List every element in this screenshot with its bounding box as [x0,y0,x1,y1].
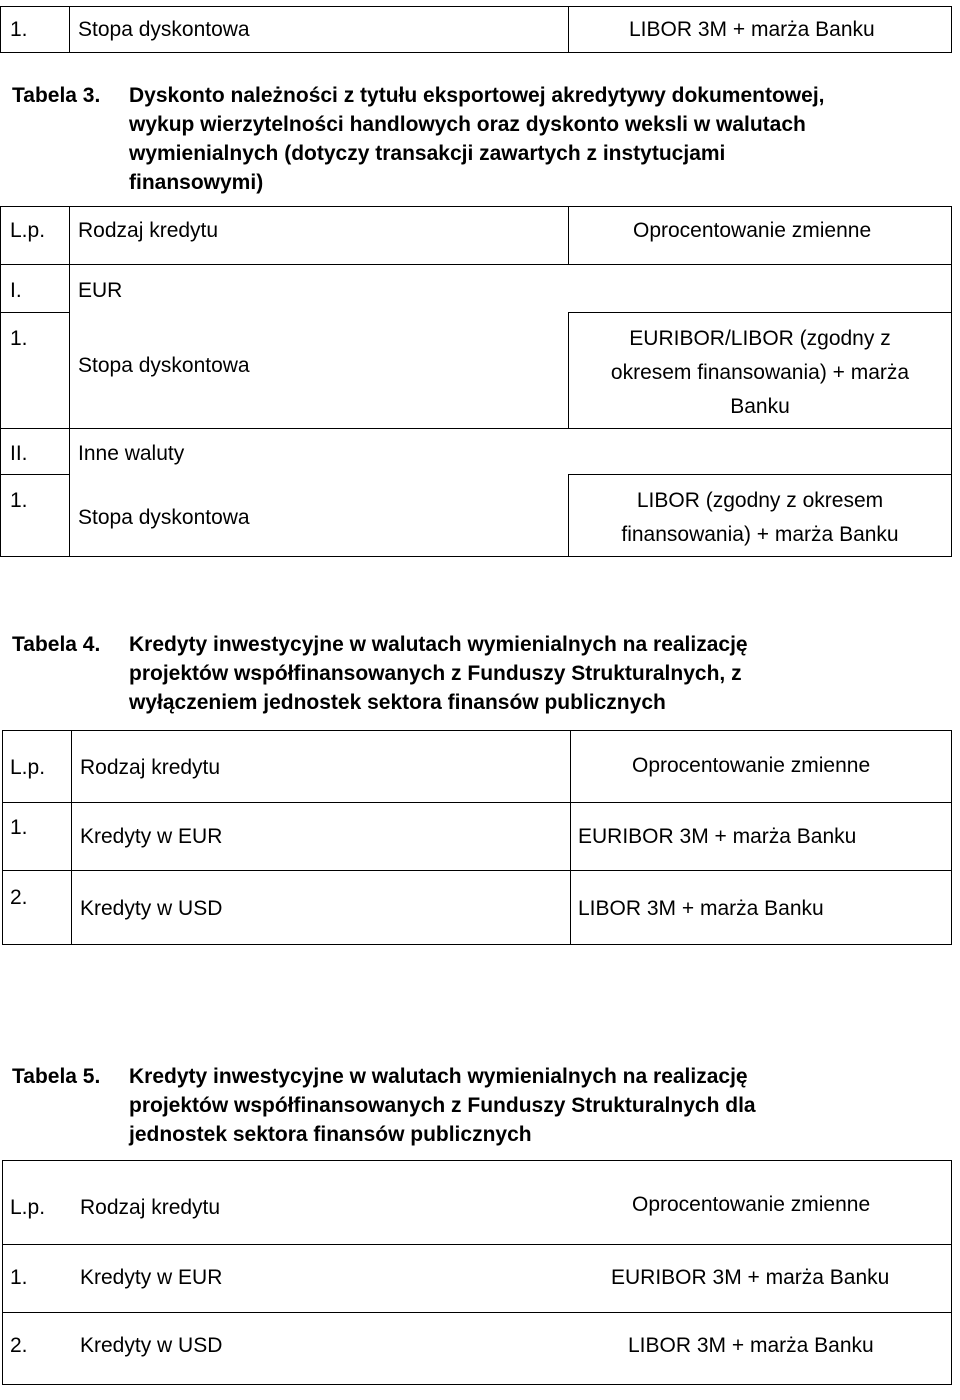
credit-type: Stopa dyskontowa [78,506,250,529]
interest-rate: LIBOR 3M + marża Banku [629,18,875,41]
table-border [2,1312,952,1313]
table-border [2,1160,3,1385]
credit-type: Kredyty w EUR [80,1266,223,1289]
table5-caption-lead: Tabela 5. [12,1065,101,1088]
table-border [69,206,70,557]
interest-rate-line: okresem finansowania) + marża [610,361,910,384]
section-number: I. [10,279,22,302]
header-interest-rate: Oprocentowanie zmienne [632,754,871,777]
table-border [2,944,952,945]
table5-caption [12,1062,756,1149]
table-border [570,730,571,945]
section-label: Inne waluty [78,442,185,465]
table5-caption-line: projektów współfinansowanych z Funduszy Strukturalnych dla [129,1094,756,1117]
header-credit-type: Rodzaj kredytu [78,219,219,242]
table-border [951,730,952,945]
credit-type: Kredyty w EUR [80,825,223,848]
table-border [2,1384,952,1385]
table4-caption-line: projektów współfinansowanych z Funduszy Strukturalnych, z [129,662,742,685]
table-border [0,474,69,475]
interest-rate-line: finansowania) + marża Banku [621,523,899,546]
header-lp: L.p. [10,219,46,242]
interest-rate: EURIBOR 3M + marża Banku [611,1266,890,1289]
table4-caption [12,630,748,717]
table-border [0,6,952,7]
table3-caption-lead: Tabela 3. [12,84,101,107]
table-border [2,730,3,945]
table5-caption-line: jednostek sektora finansów publicznych [129,1123,532,1146]
table-border [568,6,569,53]
section-label: EUR [78,279,123,302]
table3-caption-line: wymienialnych (dotyczy transakcji zawartych z instytucjami [129,142,726,165]
table-border [2,1244,952,1245]
section-number: II. [10,442,28,465]
row-number: 2. [10,886,28,909]
header-lp: L.p. [10,756,46,779]
table-border [951,6,952,53]
table3-caption-line: finansowymi) [129,171,264,194]
header-credit-type: Rodzaj kredytu [80,756,221,779]
header-interest-rate: Oprocentowanie zmienne [632,1193,871,1216]
table4-caption-lead: Tabela 4. [12,633,101,656]
table-border [0,312,69,313]
table-border [0,6,1,53]
credit-type: Stopa dyskontowa [78,18,250,41]
table-border [568,474,952,475]
interest-rate-line: EURIBOR/LIBOR (zgodny z [629,327,891,350]
interest-rate: LIBOR 3M + marża Banku [578,897,824,920]
table-border [2,802,952,803]
row-number: 1. [10,489,28,512]
row-number: 2. [10,1334,28,1357]
table-border [2,1160,952,1161]
table-border [951,206,952,557]
interest-rate: LIBOR 3M + marża Banku [628,1334,874,1357]
header-lp: L.p. [10,1196,46,1219]
row-number: 1. [10,816,28,839]
table-border [2,730,952,731]
table4-caption-line: Kredyty inwestycyjne w walutach wymienialnych na realizację [129,633,748,656]
row-number: 1. [10,18,28,41]
table4-caption-line: wyłączeniem jednostek sektora finansów publicznych [129,691,666,714]
credit-type: Stopa dyskontowa [78,354,250,377]
table-border [0,52,952,53]
table-border [69,6,70,53]
interest-rate [569,322,951,424]
header-credit-type: Rodzaj kredytu [80,1196,221,1219]
interest-rate-line: LIBOR (zgodny z okresem [636,489,884,512]
interest-rate: EURIBOR 3M + marża Banku [578,825,857,848]
table3-caption-line: Dyskonto należności z tytułu eksportowej akredytywy dokumentowej, [129,84,825,107]
row-number: 1. [10,1266,28,1289]
table-border [0,206,1,557]
table-border [568,206,569,265]
table-border [0,428,952,429]
table-border [0,264,952,265]
table5-caption-line: Kredyty inwestycyjne w walutach wymienialnych na realizację [129,1065,748,1088]
interest-rate-line: Banku [730,395,790,418]
table-border [0,556,952,557]
table-border [71,730,72,945]
table3-caption-line: wykup wierzytelności handlowych oraz dyskonto weksli w walutach [129,113,806,136]
header-interest-rate: Oprocentowanie zmienne [633,219,872,242]
table3-caption [12,81,825,197]
interest-rate [569,484,951,552]
table-border [0,206,952,207]
table-border [2,870,952,871]
credit-type: Kredyty w USD [80,897,223,920]
credit-type: Kredyty w USD [80,1334,223,1357]
table-border [568,312,952,313]
table-border [951,1160,952,1385]
row-number: 1. [10,327,28,350]
